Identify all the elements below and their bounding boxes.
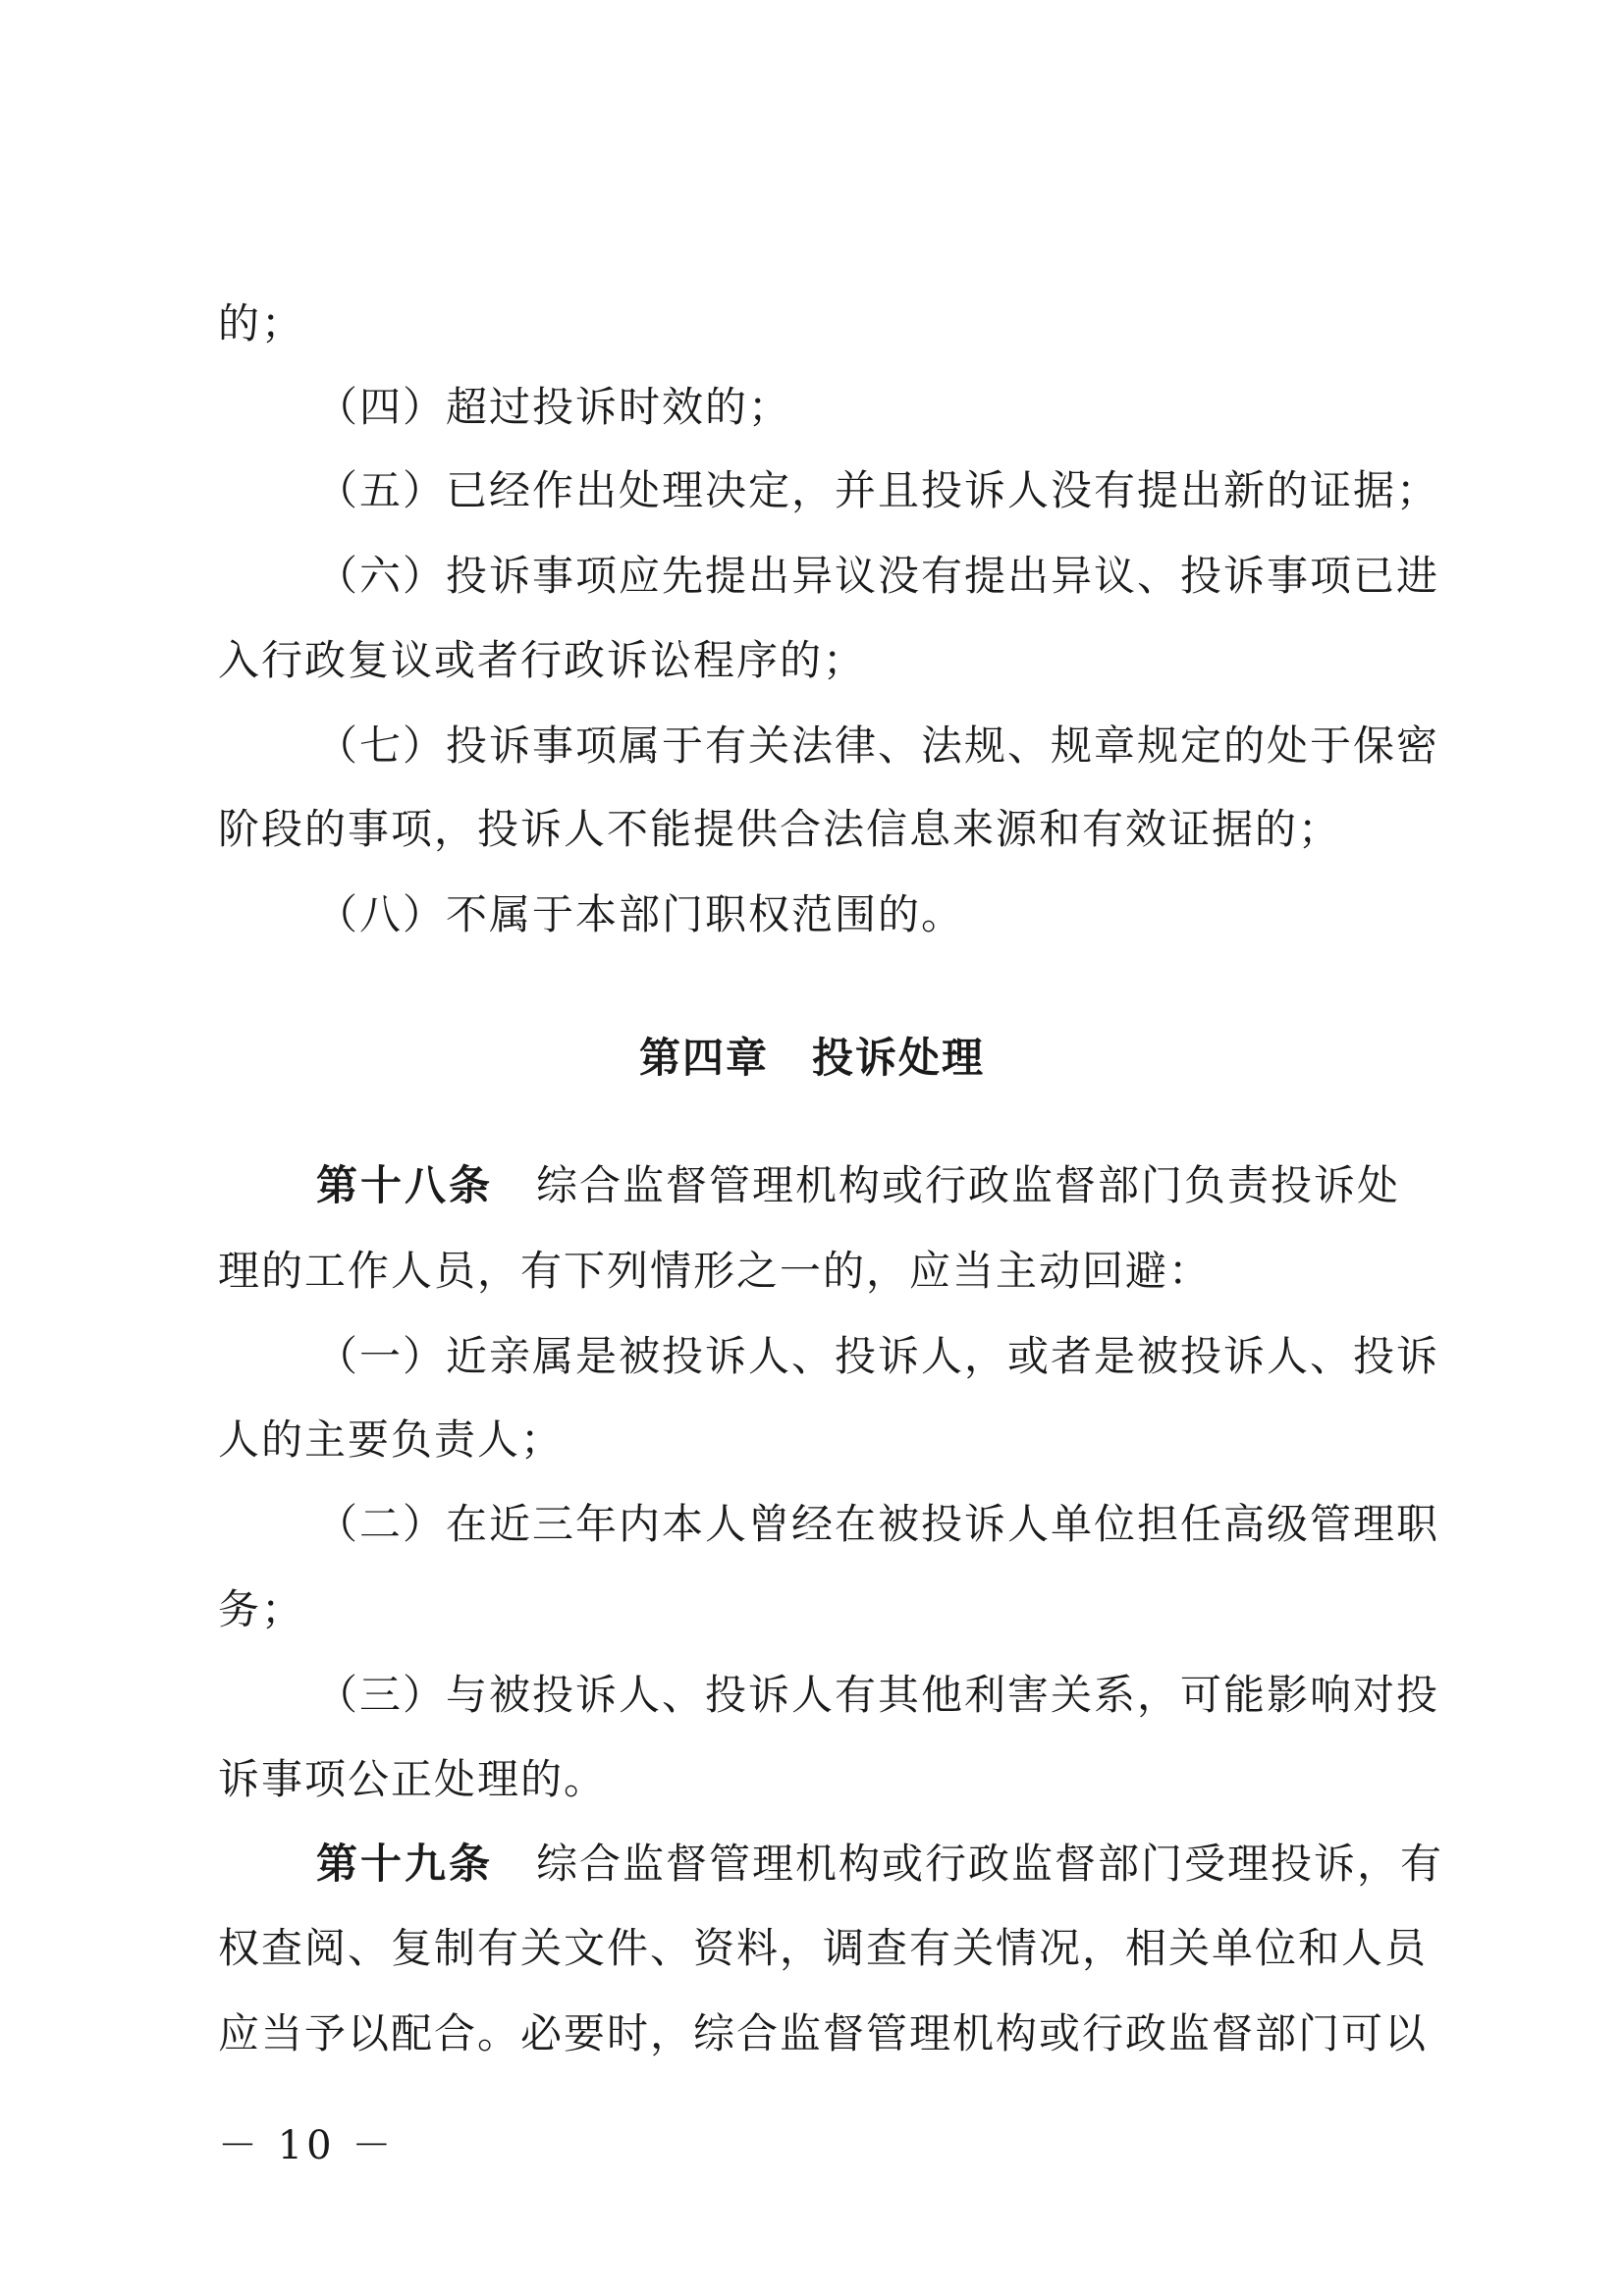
article-19-label: 第十九条	[316, 1840, 494, 1888]
clause-item-6-line1: （六）投诉事项应先提出异议没有提出异议、投诉事项已进	[316, 552, 1440, 600]
clause-item-7-line1: （七）投诉事项属于有关法律、法规、规章规定的处于保密	[316, 721, 1440, 770]
clause-item-8: （八）不属于本部门职权范围的。	[316, 890, 965, 938]
clause-item-5: （五）已经作出处理决定，并且投诉人没有提出新的证据；	[316, 466, 1440, 514]
article-19-line2: 权查阅、复制有关文件、资料，调查有关情况，相关单位和人员	[218, 1924, 1429, 1972]
article-18-text-1: 综合监督管理机构或行政监督部门负责投诉处	[536, 1161, 1401, 1209]
article-18-item-1-line1: （一）近亲属是被投诉人、投诉人，或者是被投诉人、投诉	[316, 1332, 1440, 1380]
article-18-item-1-line2: 人的主要负责人；	[218, 1415, 565, 1464]
article-19-text-1: 综合监督管理机构或行政监督部门受理投诉，有	[536, 1840, 1444, 1888]
clause-item-4: （四）超过投诉时效的；	[316, 383, 792, 431]
article-18-item-3-line1: （三）与被投诉人、投诉人有其他利害关系，可能影响对投	[316, 1671, 1440, 1719]
clause-item-6-line2: 入行政复议或者行政诉讼程序的；	[218, 636, 867, 684]
clause-item-7-line2: 阶段的事项，投诉人不能提供合法信息来源和有效证据的；	[218, 805, 1342, 853]
continuation-line: 的；	[218, 299, 305, 347]
article-18-item-2-line1: （二）在近三年内本人曾经在被投诉人单位担任高级管理职	[316, 1500, 1440, 1548]
article-18-line2: 理的工作人员，有下列情形之一的，应当主动回避：	[218, 1247, 1213, 1295]
article-19-line3: 应当予以配合。必要时，综合监督管理机构或行政监督部门可以	[218, 2009, 1429, 2057]
article-18-item-3-line2: 诉事项公正处理的。	[218, 1755, 608, 1803]
article-18-line1	[316, 1156, 1534, 1215]
page-number: － 10 －	[218, 2123, 396, 2168]
article-19-line1	[316, 1835, 1534, 1894]
article-18-item-2-line2: 务；	[218, 1585, 305, 1633]
chapter-heading: 第四章 投诉处理	[638, 1034, 985, 1082]
article-18-label: 第十八条	[316, 1161, 494, 1209]
